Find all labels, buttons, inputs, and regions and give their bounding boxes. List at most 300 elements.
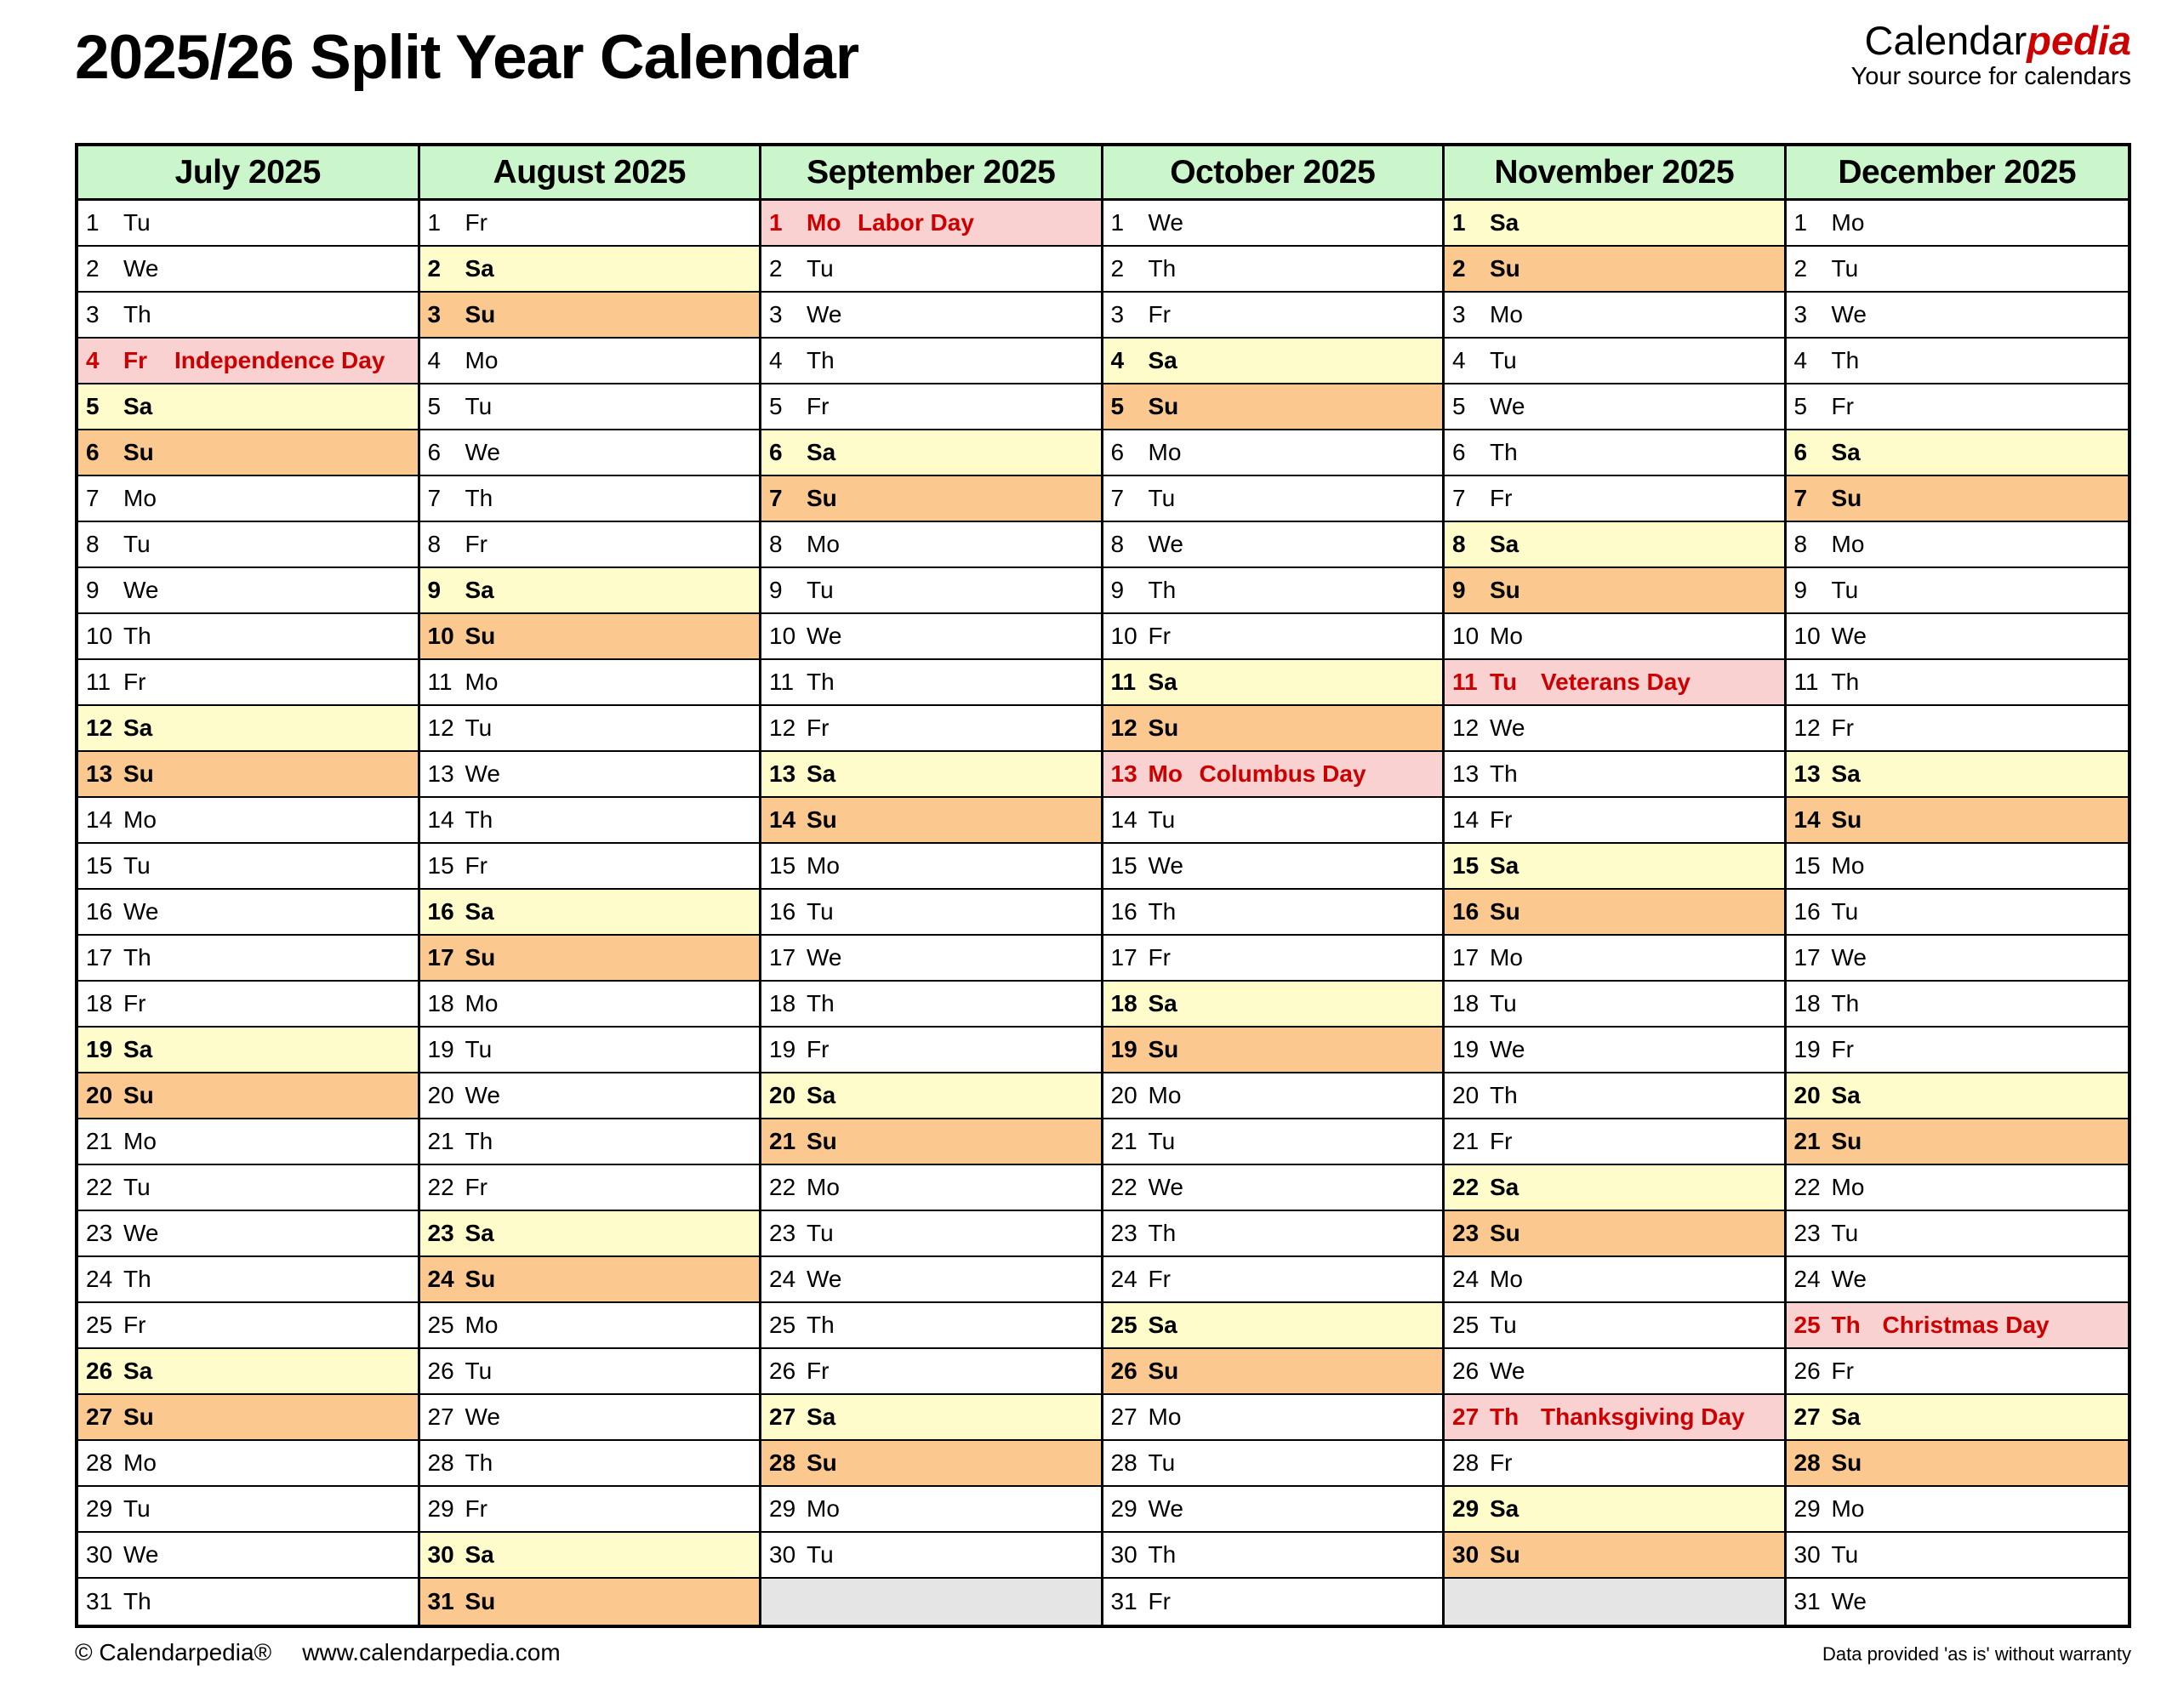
- day-number: 2: [1793, 255, 1808, 282]
- day-number: 4: [86, 347, 100, 373]
- weekday-abbr: Mo: [465, 669, 499, 695]
- day-cell-september-2025-14: [761, 798, 1103, 844]
- weekday-abbr: Fr: [1490, 1449, 1513, 1476]
- weekday-abbr: Th: [807, 347, 835, 373]
- day-cell-december-2025-8: [1787, 522, 2129, 568]
- day-number: 7: [86, 485, 100, 511]
- day-number: 7: [1110, 485, 1125, 511]
- logo-text-red: pedia: [2027, 18, 2131, 63]
- day-cell-august-2025-11: [420, 660, 762, 706]
- weekday-abbr: Th: [465, 485, 493, 511]
- day-number: 15: [427, 852, 454, 879]
- day-cell-september-2025-6: [761, 430, 1103, 476]
- day-cell-september-2025-20: [761, 1073, 1103, 1119]
- day-number: 14: [1110, 806, 1137, 833]
- weekday-abbr: Th: [123, 1588, 151, 1614]
- day-cell-november-2025-13: [1445, 752, 1787, 798]
- weekday-abbr: We: [1490, 715, 1525, 741]
- day-cell-december-2025-14: [1787, 798, 2129, 844]
- weekday-abbr: Su: [807, 806, 837, 833]
- weekday-abbr: Su: [1490, 1541, 1520, 1568]
- day-cell-november-2025-23: [1445, 1211, 1787, 1257]
- weekday-abbr: Tu: [1831, 577, 1859, 603]
- day-number: 26: [769, 1358, 796, 1384]
- weekday-abbr: Fr: [465, 1174, 487, 1200]
- weekday-abbr: Fr: [1148, 1588, 1171, 1614]
- weekday-abbr: Mo: [1148, 1082, 1182, 1108]
- day-cell-august-2025-12: [420, 706, 762, 752]
- day-number: 25: [1452, 1312, 1480, 1338]
- day-number: 1: [1110, 209, 1125, 236]
- day-cell-october-2025-9: [1103, 568, 1445, 614]
- weekday-abbr: We: [1148, 852, 1183, 879]
- day-cell-november-2025-3: [1445, 293, 1787, 339]
- day-number: 16: [86, 898, 113, 925]
- day-cell-december-2025-1: [1787, 201, 2129, 247]
- day-number: 21: [769, 1128, 796, 1154]
- day-cell-july-2025-8: [78, 522, 420, 568]
- day-number: 26: [1110, 1358, 1137, 1384]
- day-cell-december-2025-19: [1787, 1028, 2129, 1073]
- day-number: 16: [1793, 898, 1821, 925]
- day-number: 20: [1452, 1082, 1480, 1108]
- day-number: 9: [1793, 577, 1808, 603]
- day-number: 22: [769, 1174, 796, 1200]
- day-number: 2: [427, 255, 442, 282]
- weekday-abbr: Su: [807, 1128, 837, 1154]
- day-number: 9: [1110, 577, 1125, 603]
- day-number: 29: [769, 1495, 796, 1522]
- day-cell-august-2025-28: [420, 1441, 762, 1487]
- day-cell-august-2025-30: [420, 1533, 762, 1579]
- weekday-abbr: Th: [1148, 898, 1177, 925]
- day-cell-december-2025-3: [1787, 293, 2129, 339]
- day-number: 16: [427, 898, 454, 925]
- day-number: 28: [769, 1449, 796, 1476]
- weekday-abbr: Tu: [123, 531, 151, 557]
- weekday-abbr: We: [1831, 623, 1867, 649]
- holiday-label: Thanksgiving Day: [1541, 1403, 1745, 1430]
- day-number: 7: [427, 485, 442, 511]
- weekday-abbr: We: [123, 577, 159, 603]
- day-number: 2: [1110, 255, 1125, 282]
- weekday-abbr: Tu: [807, 1541, 834, 1568]
- month-header-july-2025: July 2025: [78, 146, 420, 201]
- day-number: 24: [1110, 1266, 1137, 1292]
- weekday-abbr: Th: [465, 806, 493, 833]
- weekday-abbr: Sa: [1490, 852, 1519, 879]
- weekday-abbr: Th: [1490, 1082, 1518, 1108]
- day-number: 25: [86, 1312, 113, 1338]
- weekday-abbr: Sa: [807, 439, 836, 465]
- day-number: 17: [1110, 944, 1137, 971]
- day-number: 12: [769, 715, 796, 741]
- weekday-abbr: Su: [465, 1588, 496, 1614]
- day-cell-december-2025-5: [1787, 384, 2129, 430]
- footer-url: www.calendarpedia.com: [302, 1639, 561, 1665]
- day-number: 28: [1793, 1449, 1821, 1476]
- day-cell-december-2025-20: [1787, 1073, 2129, 1119]
- weekday-abbr: We: [1148, 1174, 1183, 1200]
- day-cell-july-2025-31: [78, 1579, 420, 1625]
- weekday-abbr: Th: [123, 623, 151, 649]
- day-cell-july-2025-27: [78, 1395, 420, 1441]
- holiday-label: Independence Day: [174, 347, 385, 373]
- day-number: 12: [86, 715, 113, 741]
- day-number: 5: [1793, 393, 1808, 419]
- weekday-abbr: Mo: [807, 1495, 840, 1522]
- day-number: 23: [1452, 1220, 1480, 1246]
- day-number: 13: [86, 760, 113, 787]
- weekday-abbr: We: [123, 1220, 159, 1246]
- day-number: 17: [1452, 944, 1480, 971]
- day-number: 15: [86, 852, 113, 879]
- weekday-abbr: Mo: [1148, 439, 1182, 465]
- day-cell-july-2025-30: [78, 1533, 420, 1579]
- weekday-abbr: We: [1148, 1495, 1183, 1522]
- day-number: 26: [1793, 1358, 1821, 1384]
- day-cell-october-2025-29: [1103, 1487, 1445, 1533]
- weekday-abbr: Mo: [123, 485, 157, 511]
- day-cell-december-2025-28: [1787, 1441, 2129, 1487]
- day-number: 26: [1452, 1358, 1480, 1384]
- day-number: 18: [769, 990, 796, 1016]
- day-cell-december-2025-25: [1787, 1303, 2129, 1349]
- day-number: 24: [769, 1266, 796, 1292]
- day-cell-september-2025-27: [761, 1395, 1103, 1441]
- day-number: 14: [86, 806, 113, 833]
- weekday-abbr: We: [1490, 1036, 1525, 1062]
- weekday-abbr: Tu: [807, 1220, 834, 1246]
- day-number: 29: [86, 1495, 113, 1522]
- weekday-abbr: We: [123, 898, 159, 925]
- day-cell-august-2025-1: [420, 201, 762, 247]
- day-cell-november-2025-11: [1445, 660, 1787, 706]
- day-cell-december-2025-13: [1787, 752, 2129, 798]
- weekday-abbr: We: [465, 439, 500, 465]
- day-number: 8: [1793, 531, 1808, 557]
- weekday-abbr: Su: [465, 623, 496, 649]
- day-number: 5: [1110, 393, 1125, 419]
- weekday-abbr: Fr: [1831, 1036, 1854, 1062]
- day-number: 21: [427, 1128, 454, 1154]
- day-number: 28: [86, 1449, 113, 1476]
- day-cell-august-2025-6: [420, 430, 762, 476]
- day-cell-july-2025-18: [78, 982, 420, 1028]
- day-number: 15: [1452, 852, 1480, 879]
- day-cell-september-2025-18: [761, 982, 1103, 1028]
- weekday-abbr: Th: [807, 669, 835, 695]
- weekday-abbr: Mo: [123, 806, 157, 833]
- month-header-august-2025: August 2025: [420, 146, 762, 201]
- weekday-abbr: Fr: [465, 531, 487, 557]
- weekday-abbr: Su: [1831, 806, 1862, 833]
- day-number: 27: [769, 1403, 796, 1430]
- day-cell-october-2025-19: [1103, 1028, 1445, 1073]
- weekday-abbr: Su: [1148, 393, 1179, 419]
- day-cell-august-2025-10: [420, 614, 762, 660]
- day-number: 10: [1793, 623, 1821, 649]
- day-cell-december-2025-30: [1787, 1533, 2129, 1579]
- weekday-abbr: Sa: [123, 1036, 153, 1062]
- weekday-abbr: Th: [123, 1266, 151, 1292]
- day-number: 11: [1793, 669, 1819, 695]
- day-cell-october-2025-21: [1103, 1119, 1445, 1165]
- day-number: 3: [769, 301, 783, 327]
- weekday-abbr: Su: [807, 1449, 837, 1476]
- logo-text-black: Calendar: [1864, 18, 2027, 63]
- day-cell-december-2025-15: [1787, 844, 2129, 890]
- day-cell-august-2025-13: [420, 752, 762, 798]
- day-number: 28: [1110, 1449, 1137, 1476]
- day-cell-september-2025-26: [761, 1349, 1103, 1395]
- day-cell-september-2025-22: [761, 1165, 1103, 1211]
- day-cell-november-2025-30: [1445, 1533, 1787, 1579]
- day-cell-december-2025-6: [1787, 430, 2129, 476]
- day-cell-october-2025-23: [1103, 1211, 1445, 1257]
- weekday-abbr: Mo: [465, 347, 499, 373]
- day-number: 2: [1452, 255, 1466, 282]
- day-number: 25: [1793, 1312, 1821, 1338]
- weekday-abbr: Mo: [807, 209, 841, 236]
- day-number: 4: [769, 347, 783, 373]
- day-number: 9: [86, 577, 100, 603]
- day-cell-october-2025-8: [1103, 522, 1445, 568]
- day-number: 5: [427, 393, 442, 419]
- day-cell-august-2025-18: [420, 982, 762, 1028]
- day-number: 13: [1110, 760, 1137, 787]
- day-cell-october-2025-15: [1103, 844, 1445, 890]
- day-number: 4: [1452, 347, 1466, 373]
- day-cell-july-2025-15: [78, 844, 420, 890]
- day-number: 14: [427, 806, 454, 833]
- page-footer: [75, 1639, 2131, 1666]
- day-cell-november-2025-18: [1445, 982, 1787, 1028]
- logo-tagline: Your source for calendars: [1850, 62, 2131, 90]
- weekday-abbr: We: [465, 1403, 500, 1430]
- weekday-abbr: Th: [807, 1312, 835, 1338]
- day-cell-july-2025-11: [78, 660, 420, 706]
- day-cell-july-2025-29: [78, 1487, 420, 1533]
- day-number: 11: [1452, 669, 1478, 695]
- day-cell-december-2025-9: [1787, 568, 2129, 614]
- day-number: 4: [1110, 347, 1125, 373]
- weekday-abbr: We: [807, 944, 842, 971]
- weekday-abbr: We: [807, 1266, 842, 1292]
- day-cell-november-2025-27: [1445, 1395, 1787, 1441]
- weekday-abbr: Mo: [1831, 531, 1865, 557]
- day-cell-july-2025-10: [78, 614, 420, 660]
- day-cell-december-2025-27: [1787, 1395, 2129, 1441]
- weekday-abbr: Fr: [123, 347, 147, 373]
- day-cell-november-2025-19: [1445, 1028, 1787, 1073]
- day-number: 14: [1452, 806, 1480, 833]
- weekday-abbr: Tu: [1148, 1128, 1176, 1154]
- day-cell-july-2025-13: [78, 752, 420, 798]
- weekday-abbr: Fr: [807, 1036, 830, 1062]
- calendarpedia-logo: [1851, 20, 2131, 89]
- day-number: 19: [1452, 1036, 1480, 1062]
- day-cell-october-2025-20: [1103, 1073, 1445, 1119]
- day-number: 9: [1452, 577, 1466, 603]
- day-cell-august-2025-27: [420, 1395, 762, 1441]
- day-number: 4: [1793, 347, 1808, 373]
- month-header-november-2025: November 2025: [1445, 146, 1787, 201]
- day-number: 30: [1110, 1541, 1137, 1568]
- day-number: 17: [1793, 944, 1821, 971]
- day-number: 10: [769, 623, 796, 649]
- day-cell-september-2025-24: [761, 1257, 1103, 1303]
- day-cell-august-2025-2: [420, 247, 762, 293]
- weekday-abbr: Su: [1490, 577, 1520, 603]
- weekday-abbr: Fr: [123, 669, 146, 695]
- day-number: 27: [427, 1403, 454, 1430]
- day-number: 27: [86, 1403, 113, 1430]
- day-cell-october-2025-22: [1103, 1165, 1445, 1211]
- day-cell-august-2025-14: [420, 798, 762, 844]
- day-number: 18: [1110, 990, 1137, 1016]
- day-cell-july-2025-4: [78, 339, 420, 384]
- day-cell-september-2025-12: [761, 706, 1103, 752]
- day-number: 21: [1110, 1128, 1137, 1154]
- weekday-abbr: Tu: [1490, 990, 1517, 1016]
- day-cell-october-2025-27: [1103, 1395, 1445, 1441]
- day-cell-november-2025-9: [1445, 568, 1787, 614]
- day-cell-october-2025-14: [1103, 798, 1445, 844]
- weekday-abbr: Fr: [1831, 715, 1854, 741]
- weekday-abbr: Th: [1831, 1312, 1861, 1338]
- day-number: 20: [1793, 1082, 1821, 1108]
- day-cell-august-2025-31: [420, 1579, 762, 1625]
- day-number: 13: [1452, 760, 1480, 787]
- day-number: 12: [1793, 715, 1821, 741]
- weekday-abbr: Th: [465, 1449, 493, 1476]
- weekday-abbr: Th: [1490, 1403, 1519, 1430]
- day-cell-august-2025-5: [420, 384, 762, 430]
- day-number: 5: [769, 393, 783, 419]
- day-cell-july-2025-21: [78, 1119, 420, 1165]
- weekday-abbr: Th: [1148, 577, 1177, 603]
- day-cell-october-2025-13: [1103, 752, 1445, 798]
- weekday-abbr: Th: [1490, 439, 1518, 465]
- day-number: 18: [1793, 990, 1821, 1016]
- day-number: 30: [86, 1541, 113, 1568]
- holiday-label: Christmas Day: [1882, 1312, 2050, 1338]
- day-cell-july-2025-14: [78, 798, 420, 844]
- holiday-label: Labor Day: [858, 209, 974, 236]
- holiday-label: Columbus Day: [1199, 760, 1366, 787]
- day-cell-july-2025-1: [78, 201, 420, 247]
- day-number: 22: [1110, 1174, 1137, 1200]
- day-number: 28: [427, 1449, 454, 1476]
- weekday-abbr: Sa: [1831, 1082, 1861, 1108]
- day-cell-november-2025-4: [1445, 339, 1787, 384]
- weekday-abbr: Sa: [465, 1541, 494, 1568]
- empty-cell-september-2025: [761, 1579, 1103, 1625]
- weekday-abbr: Th: [1148, 255, 1177, 282]
- weekday-abbr: Fr: [807, 1358, 830, 1384]
- day-number: 8: [86, 531, 100, 557]
- weekday-abbr: Mo: [1490, 623, 1523, 649]
- day-number: 3: [86, 301, 100, 327]
- day-cell-july-2025-17: [78, 936, 420, 982]
- empty-cell-november-2025: [1445, 1579, 1787, 1625]
- weekday-abbr: Su: [1831, 1449, 1862, 1476]
- day-cell-august-2025-17: [420, 936, 762, 982]
- month-header-december-2025: December 2025: [1787, 146, 2129, 201]
- weekday-abbr: We: [1148, 531, 1183, 557]
- day-cell-november-2025-21: [1445, 1119, 1787, 1165]
- weekday-abbr: Fr: [1148, 301, 1171, 327]
- day-cell-november-2025-22: [1445, 1165, 1787, 1211]
- weekday-abbr: Tu: [1831, 255, 1859, 282]
- day-number: 10: [1452, 623, 1480, 649]
- day-number: 16: [1110, 898, 1137, 925]
- weekday-abbr: Tu: [465, 393, 493, 419]
- day-number: 19: [1793, 1036, 1821, 1062]
- weekday-abbr: We: [1490, 1358, 1525, 1384]
- weekday-abbr: Su: [1490, 255, 1520, 282]
- weekday-abbr: Tu: [465, 1036, 493, 1062]
- day-number: 17: [86, 944, 113, 971]
- weekday-abbr: Tu: [465, 1358, 493, 1384]
- weekday-abbr: Tu: [1490, 1312, 1517, 1338]
- day-cell-october-2025-10: [1103, 614, 1445, 660]
- day-cell-august-2025-8: [420, 522, 762, 568]
- day-cell-july-2025-24: [78, 1257, 420, 1303]
- day-number: 30: [1452, 1541, 1480, 1568]
- weekday-abbr: We: [123, 255, 159, 282]
- day-cell-september-2025-10: [761, 614, 1103, 660]
- day-number: 31: [427, 1588, 454, 1614]
- day-number: 23: [86, 1220, 113, 1246]
- day-number: 9: [427, 577, 442, 603]
- calendar-table: [75, 143, 2131, 1628]
- day-cell-july-2025-22: [78, 1165, 420, 1211]
- day-number: 19: [769, 1036, 796, 1062]
- day-number: 30: [1793, 1541, 1821, 1568]
- day-number: 1: [1793, 209, 1808, 236]
- day-cell-september-2025-21: [761, 1119, 1103, 1165]
- day-cell-september-2025-30: [761, 1533, 1103, 1579]
- weekday-abbr: Fr: [1148, 623, 1171, 649]
- day-cell-december-2025-23: [1787, 1211, 2129, 1257]
- day-cell-december-2025-26: [1787, 1349, 2129, 1395]
- day-cell-december-2025-16: [1787, 890, 2129, 936]
- day-number: 31: [1110, 1588, 1137, 1614]
- weekday-abbr: Tu: [123, 852, 151, 879]
- weekday-abbr: Mo: [123, 1128, 157, 1154]
- day-number: 13: [769, 760, 796, 787]
- day-cell-september-2025-13: [761, 752, 1103, 798]
- weekday-abbr: Su: [1148, 1036, 1179, 1062]
- day-cell-november-2025-2: [1445, 247, 1787, 293]
- weekday-abbr: Tu: [807, 577, 834, 603]
- day-cell-november-2025-20: [1445, 1073, 1787, 1119]
- weekday-abbr: Sa: [1831, 1403, 1861, 1430]
- day-cell-october-2025-25: [1103, 1303, 1445, 1349]
- weekday-abbr: Tu: [1148, 1449, 1176, 1476]
- day-number: 8: [1452, 531, 1466, 557]
- day-cell-december-2025-2: [1787, 247, 2129, 293]
- day-cell-october-2025-26: [1103, 1349, 1445, 1395]
- day-cell-december-2025-22: [1787, 1165, 2129, 1211]
- day-number: 22: [86, 1174, 113, 1200]
- day-cell-july-2025-6: [78, 430, 420, 476]
- weekday-abbr: Sa: [1490, 1174, 1519, 1200]
- weekday-abbr: Sa: [1148, 990, 1177, 1016]
- day-number: 3: [1452, 301, 1466, 327]
